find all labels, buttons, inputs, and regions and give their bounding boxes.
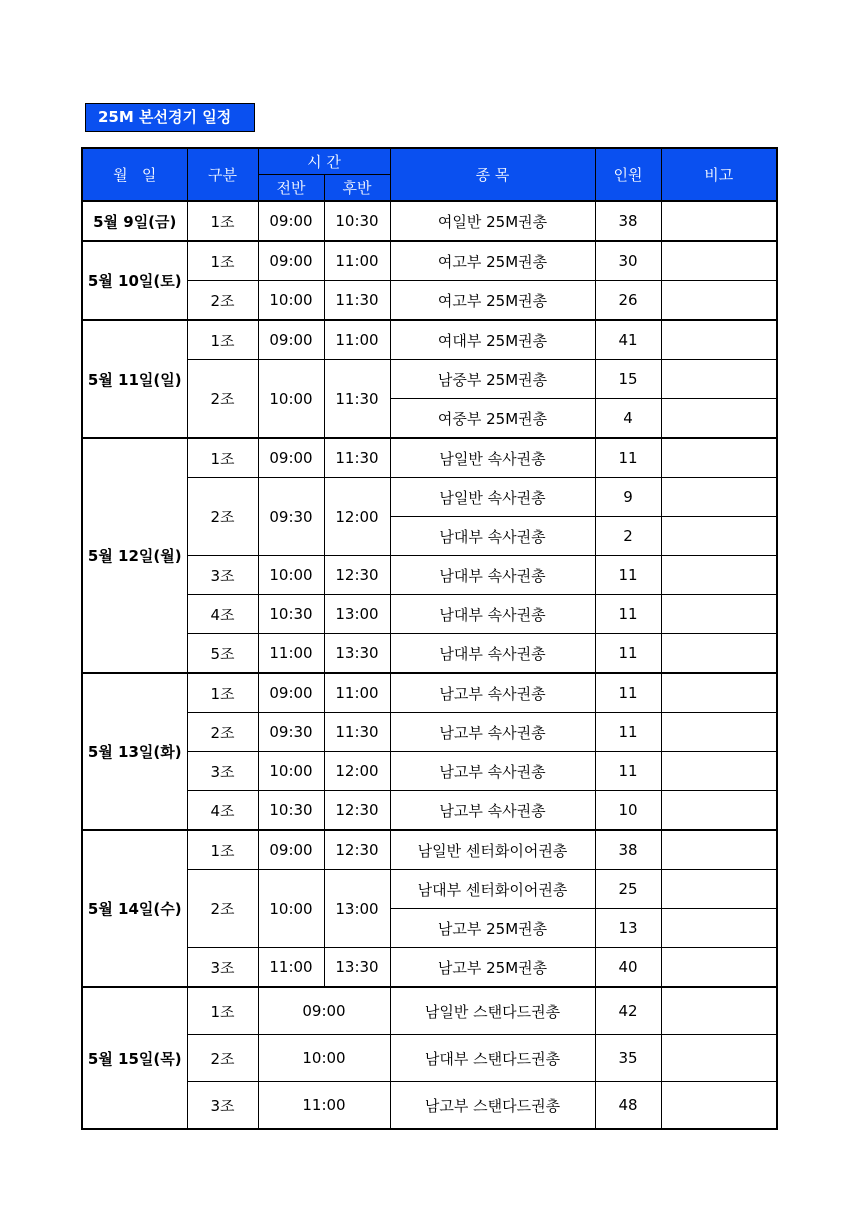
note-cell xyxy=(661,360,777,399)
note-cell xyxy=(661,517,777,556)
event-cell: 남고부 속사권총 xyxy=(390,791,595,831)
event-cell: 남고부 속사권총 xyxy=(390,752,595,791)
count-cell: 10 xyxy=(595,791,661,831)
table-row xyxy=(82,673,777,713)
count-cell: 11 xyxy=(595,438,661,478)
end-cell: 11:30 xyxy=(324,438,390,478)
event-cell: 여고부 25M권총 xyxy=(390,241,595,281)
group-cell: 2조 xyxy=(187,1035,258,1082)
group-cell: 3조 xyxy=(187,1082,258,1130)
event-cell: 남고부 25M권총 xyxy=(390,948,595,988)
count-cell: 48 xyxy=(595,1082,661,1130)
event-cell: 여고부 25M권총 xyxy=(390,281,595,321)
note-cell xyxy=(661,320,777,360)
group-cell: 3조 xyxy=(187,752,258,791)
event-cell: 여대부 25M권총 xyxy=(390,320,595,360)
time-cell: 11:00 xyxy=(258,1082,390,1130)
event-cell: 남일반 속사권총 xyxy=(390,438,595,478)
time-cell: 10:00 xyxy=(258,1035,390,1082)
table-row xyxy=(82,595,777,634)
header-second-half: 후반 xyxy=(324,175,390,202)
start-cell: 10:00 xyxy=(258,281,324,321)
end-cell: 12:30 xyxy=(324,791,390,831)
page-title: 25M 본선경기 일정 xyxy=(85,103,255,132)
start-cell: 09:00 xyxy=(258,438,324,478)
end-cell: 10:30 xyxy=(324,201,390,241)
table-row xyxy=(82,752,777,791)
start-cell: 10:30 xyxy=(258,791,324,831)
start-cell: 10:00 xyxy=(258,360,324,439)
table-row xyxy=(82,948,777,988)
table-row xyxy=(82,438,777,478)
count-cell: 11 xyxy=(595,634,661,674)
table-row xyxy=(82,281,777,321)
note-cell xyxy=(661,987,777,1035)
note-cell xyxy=(661,556,777,595)
count-cell: 11 xyxy=(595,595,661,634)
event-cell: 남고부 속사권총 xyxy=(390,713,595,752)
count-cell: 2 xyxy=(595,517,661,556)
count-cell: 4 xyxy=(595,399,661,439)
end-cell: 12:00 xyxy=(324,478,390,556)
table-row xyxy=(82,241,777,281)
end-cell: 13:30 xyxy=(324,634,390,674)
event-cell: 남대부 속사권총 xyxy=(390,517,595,556)
start-cell: 11:00 xyxy=(258,948,324,988)
count-cell: 13 xyxy=(595,909,661,948)
start-cell: 10:30 xyxy=(258,595,324,634)
note-cell xyxy=(661,948,777,988)
count-cell: 11 xyxy=(595,673,661,713)
count-cell: 42 xyxy=(595,987,661,1035)
start-cell: 09:30 xyxy=(258,713,324,752)
table-row xyxy=(82,320,777,360)
event-cell: 남중부 25M권총 xyxy=(390,360,595,399)
count-cell: 38 xyxy=(595,201,661,241)
start-cell: 09:00 xyxy=(258,201,324,241)
note-cell xyxy=(661,909,777,948)
end-cell: 11:30 xyxy=(324,360,390,439)
day-group xyxy=(82,673,777,830)
day-group xyxy=(82,201,777,241)
start-cell: 10:00 xyxy=(258,556,324,595)
note-cell xyxy=(661,438,777,478)
count-cell: 41 xyxy=(595,320,661,360)
group-cell: 3조 xyxy=(187,556,258,595)
note-cell xyxy=(661,870,777,909)
event-cell: 남일반 속사권총 xyxy=(390,478,595,517)
date-cell: 5월 12일(월) xyxy=(82,438,187,673)
note-cell xyxy=(661,201,777,241)
event-cell: 남고부 스탠다드권총 xyxy=(390,1082,595,1130)
group-cell: 1조 xyxy=(187,987,258,1035)
event-cell: 남일반 센터화이어권총 xyxy=(390,830,595,870)
note-cell xyxy=(661,281,777,321)
day-group xyxy=(82,320,777,438)
end-cell: 12:30 xyxy=(324,830,390,870)
header-group: 구분 xyxy=(187,148,258,201)
table-row xyxy=(82,830,777,870)
group-cell: 1조 xyxy=(187,438,258,478)
table-row xyxy=(82,478,777,517)
count-cell: 30 xyxy=(595,241,661,281)
event-cell: 여일반 25M권총 xyxy=(390,201,595,241)
header-note: 비고 xyxy=(661,148,777,201)
day-group xyxy=(82,438,777,673)
note-cell xyxy=(661,478,777,517)
start-cell: 09:00 xyxy=(258,673,324,713)
end-cell: 11:30 xyxy=(324,281,390,321)
start-cell: 09:30 xyxy=(258,478,324,556)
table-row xyxy=(82,713,777,752)
count-cell: 15 xyxy=(595,360,661,399)
count-cell: 38 xyxy=(595,830,661,870)
group-cell: 2조 xyxy=(187,478,258,556)
group-cell: 5조 xyxy=(187,634,258,674)
date-cell: 5월 10일(토) xyxy=(82,241,187,320)
start-cell: 11:00 xyxy=(258,634,324,674)
start-cell: 10:00 xyxy=(258,752,324,791)
count-cell: 11 xyxy=(595,713,661,752)
note-cell xyxy=(661,673,777,713)
event-cell: 남대부 스탠다드권총 xyxy=(390,1035,595,1082)
end-cell: 13:00 xyxy=(324,870,390,948)
end-cell: 12:00 xyxy=(324,752,390,791)
end-cell: 11:00 xyxy=(324,320,390,360)
note-cell xyxy=(661,241,777,281)
note-cell xyxy=(661,791,777,831)
header-event: 종 목 xyxy=(390,148,595,201)
end-cell: 11:30 xyxy=(324,713,390,752)
event-cell: 남대부 속사권총 xyxy=(390,595,595,634)
group-cell: 1조 xyxy=(187,830,258,870)
event-cell: 남대부 센터화이어권총 xyxy=(390,870,595,909)
header-count: 인원 xyxy=(595,148,661,201)
start-cell: 09:00 xyxy=(258,320,324,360)
date-cell: 5월 15일(목) xyxy=(82,987,187,1129)
event-cell: 남대부 속사권총 xyxy=(390,634,595,674)
day-group xyxy=(82,987,777,1129)
table-row xyxy=(82,360,777,399)
count-cell: 40 xyxy=(595,948,661,988)
table-row xyxy=(82,870,777,909)
event-cell: 남대부 속사권총 xyxy=(390,556,595,595)
header-first-half: 전반 xyxy=(258,175,324,202)
note-cell xyxy=(661,399,777,439)
note-cell xyxy=(661,1035,777,1082)
group-cell: 2조 xyxy=(187,360,258,439)
event-cell: 여중부 25M권총 xyxy=(390,399,595,439)
table-row xyxy=(82,634,777,674)
group-cell: 2조 xyxy=(187,713,258,752)
date-cell: 5월 11일(일) xyxy=(82,320,187,438)
table-row xyxy=(82,201,777,241)
note-cell xyxy=(661,752,777,791)
end-cell: 12:30 xyxy=(324,556,390,595)
end-cell: 13:00 xyxy=(324,595,390,634)
event-cell: 남고부 25M권총 xyxy=(390,909,595,948)
day-group xyxy=(82,830,777,987)
group-cell: 2조 xyxy=(187,870,258,948)
start-cell: 10:00 xyxy=(258,870,324,948)
event-cell: 남고부 속사권총 xyxy=(390,673,595,713)
note-cell xyxy=(661,713,777,752)
header-time: 시 간 xyxy=(258,148,390,175)
count-cell: 25 xyxy=(595,870,661,909)
count-cell: 35 xyxy=(595,1035,661,1082)
note-cell xyxy=(661,634,777,674)
note-cell xyxy=(661,830,777,870)
table-row xyxy=(82,556,777,595)
header-date: 월 일 xyxy=(82,148,187,201)
count-cell: 11 xyxy=(595,752,661,791)
date-cell: 5월 13일(화) xyxy=(82,673,187,830)
count-cell: 11 xyxy=(595,556,661,595)
group-cell: 1조 xyxy=(187,673,258,713)
table-row xyxy=(82,1082,777,1130)
time-cell: 09:00 xyxy=(258,987,390,1035)
start-cell: 09:00 xyxy=(258,830,324,870)
group-cell: 3조 xyxy=(187,948,258,988)
table-row xyxy=(82,1035,777,1082)
end-cell: 11:00 xyxy=(324,241,390,281)
date-cell: 5월 14일(수) xyxy=(82,830,187,987)
count-cell: 9 xyxy=(595,478,661,517)
group-cell: 1조 xyxy=(187,201,258,241)
note-cell xyxy=(661,595,777,634)
date-cell: 5월 9일(금) xyxy=(82,201,187,241)
table-row xyxy=(82,791,777,831)
event-cell: 남일반 스탠다드권총 xyxy=(390,987,595,1035)
end-cell: 11:00 xyxy=(324,673,390,713)
group-cell: 1조 xyxy=(187,241,258,281)
group-cell: 4조 xyxy=(187,595,258,634)
table-row xyxy=(82,987,777,1035)
note-cell xyxy=(661,1082,777,1130)
count-cell: 26 xyxy=(595,281,661,321)
start-cell: 09:00 xyxy=(258,241,324,281)
end-cell: 13:30 xyxy=(324,948,390,988)
group-cell: 1조 xyxy=(187,320,258,360)
group-cell: 2조 xyxy=(187,281,258,321)
group-cell: 4조 xyxy=(187,791,258,831)
day-group xyxy=(82,241,777,320)
schedule-table xyxy=(81,147,778,1130)
